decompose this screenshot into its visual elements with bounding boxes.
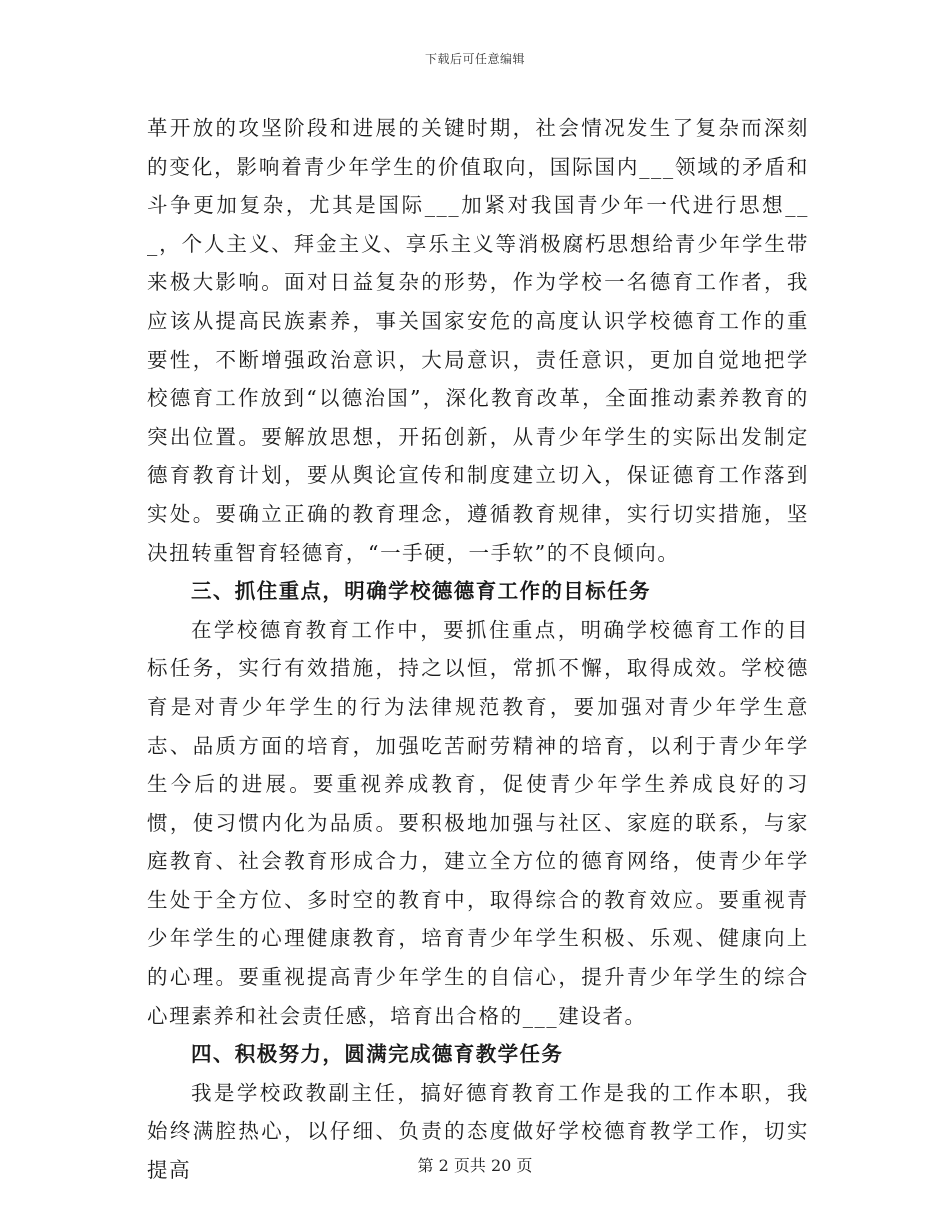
document-body	[147, 109, 809, 1190]
header-note: 下载后可任意编辑	[424, 52, 525, 66]
paragraph-section-3: 在学校德育教育工作中，要抓住重点，明确学校德育工作的目标任务，实行有效措施，持之以恒，常抓不懈，取得成效。学校德育是对青少年学生的行为法律规范教育，要加强对青少年学生意志、品质方面的培育，加强吃苦耐劳精神的培育，以利于青少年学生今后的进展。要重视养成教育，促使青少年学生养成良好的习惯，使习惯内化为品质。要积极地加强与社区、家庭的联系，与家庭教育、社会教育形成合力，建立全方位的德育网络，使青少年学生处于全方位、多时空的教育中，取得综合的教育效应。要重视青少年学生的心理健康教育，培育青少年学生积极、乐观、健康向上的心理。要重视提高青少年学生的自信心，提升青少年学生的综合心理素养和社会责任感，培育出合格的___建设者。	[147, 617, 809, 1028]
paragraph-section-4: 我是学校政教副主任，搞好德育教育工作是我的工作本职，我始终满腔热心，以仔细、负责的态度做好学校德育教学工作，切实提高	[147, 1080, 809, 1183]
page-number-footer: 第 2 页共 20 页	[417, 1156, 533, 1175]
section-heading-3: 三、抓住重点，明确学校德德育工作的目标任务	[191, 579, 651, 604]
paragraph-continuation: 革开放的攻坚阶段和进展的关键时期，社会情况发生了复杂而深刻的变化，影响着青少年学生的价值取向，国际国内___领域的矛盾和斗争更加复杂，尤其是国际___加紧对我国青少年一代进行思想___，个人主义、拜金主义、享乐主义等消极腐朽思想给青少年学生带来极大影响。面对日益复杂的形势，作为学校一名德育工作者，我应该从提高民族素养，事关国家安危的高度认识学校德育工作的重要性，不断增强政治意识，大局意识，责任意识，更加自觉地把学校德育工作放到“以德治国”，深化教育改革，全面推动素养教育的突出位置。要解放思想，开拓创新，从青少年学生的实际出发制定德育教育计划，要从舆论宣传和制度建立切入，保证德育工作落到实处。要确立正确的教育理念，遵循教育规律，实行切实措施，坚决扭转重智育轻德育，“一手硬，一手软”的不良倾向。	[147, 116, 809, 565]
section-heading-4: 四、积极努力，圆满完成德育教学任务	[191, 1042, 564, 1067]
